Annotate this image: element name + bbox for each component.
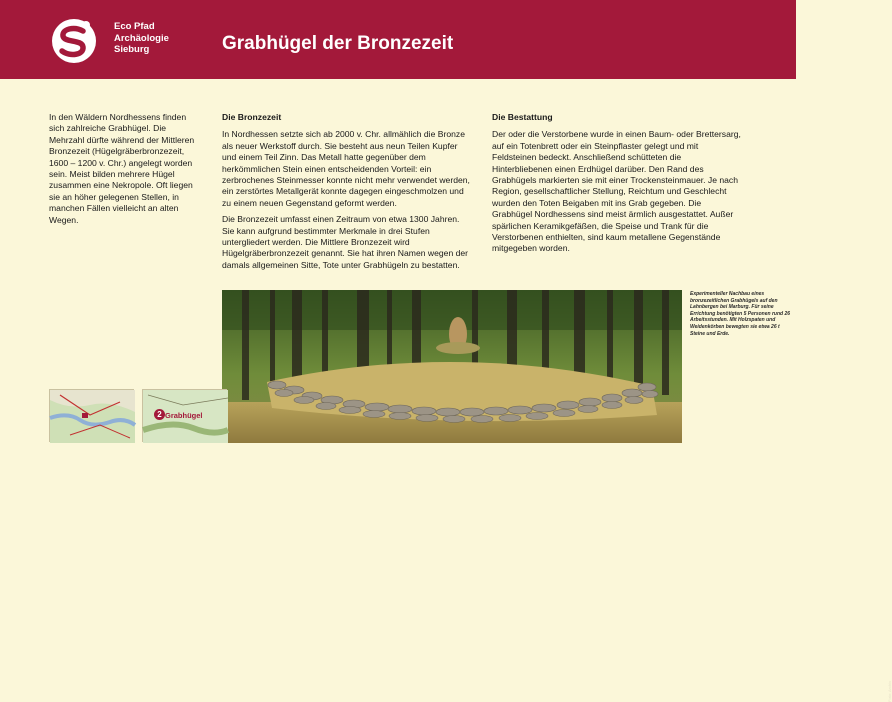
bronze-age-paragraph-1: In Nordhessen setzte sich ab 2000 v. Chr. allmählich die Bronze als neuer Werkstoff durch. Sie besteht aus neun Teilen Kupfer und einem Teil Zinn. Das Metall hatte gegenüber dem herkömmlichen Stein einen entscheidenden Vorteil: ein zerbrochenes Steinmesser konnte nicht mehr verwendet werden, ein zerstörtes Metallgerät konnte dagegen eingeschmolzen und zu einem neuen Gegenstand geformt werden. bbox=[222, 129, 470, 208]
photo-credit: Foto: Archiv bbox=[887, 680, 892, 702]
detail-map bbox=[142, 389, 227, 442]
burial-heading: Die Bestattung bbox=[492, 112, 553, 122]
intro-text: In den Wäldern Nordhessens finden sich zahlreiche Grabhügel. Die Mehrzahl dürfte während der Mittleren Bronzezeit (Hügelgräberbronzezeit, 1600 – 1200 v. Chr.) angelegt worden sein. Meist bilden mehrere Hügel zusammen eine Nekropole. Oft liegen sie an höher gelegenen Stellen, in manchen Fällen vielleicht an alten Wegen. bbox=[49, 112, 195, 225]
header-banner bbox=[0, 0, 796, 79]
page-title: Grabhügel der Bronzezeit bbox=[222, 33, 454, 54]
bronze-age-column bbox=[222, 112, 472, 276]
brand-line-2: Archäologie bbox=[114, 32, 169, 44]
waypoint-badge: 2 bbox=[154, 409, 165, 420]
bronze-age-paragraph-2: Die Bronzezeit umfasst einen Zeitraum von etwa 1300 Jahren. Sie kann aufgrund bestimmter Merkmale in drei Stufen untergliedert werden. Die Mittlere Bronzezeit wird Hügelgräberbronzezeit genannt. Sie hat ihren Namen wegen der damals allgemeinen Sitte, Tote unter Grabhügeln zu bestatten. bbox=[222, 214, 469, 270]
burial-column bbox=[492, 112, 742, 260]
photo-caption: Experimenteller Nachbau eines bronzezeitlichen Grabhügels auf den Lahnbergen bei Marburg. Für seine Errichtung benötigten 5 Personen rund 26 Arbeitsstunden. Mit Holzspaten und Weidenkörben bewegten sie etwa 26 t Steine und Erde. bbox=[690, 291, 791, 337]
burial-paragraph-1: Der oder die Verstorbene wurde in einen Baum- oder Brettersarg, auf ein Totenbrett oder ein Steinpflaster gelegt und mit Feldsteinen bedeckt. Anschließend schütteten die Hinterbliebenen einen Erdhügel darüber. Den Rand des Grabhügels markierten sie mit einer Trockensteinmauer. Je nach Region, gesellschaftlicher Stellung, Reichtum und Geschlecht wurden den Toten Beigaben mit ins Grab gegeben. Die Grabhügel Nordhessens sind meist ärmlich ausgestattet. Außer spärlichen Keramikgefäßen, die Speise und Trank für die Verstorbenen enthielten, sind kaum metallene Gegenstände mitgegeben worden. bbox=[492, 129, 741, 254]
bronze-age-heading: Die Bronzezeit bbox=[222, 112, 282, 122]
brand-line-1: Eco Pfad bbox=[114, 21, 155, 32]
brand-text bbox=[114, 21, 169, 56]
brand-line-3: Sieburg bbox=[114, 44, 150, 55]
forest-mound-image bbox=[222, 290, 682, 443]
eco-pfad-logo-icon bbox=[48, 17, 100, 65]
intro-column bbox=[49, 112, 197, 231]
waypoint-label: Grabhügel bbox=[165, 411, 203, 420]
overview-map bbox=[49, 389, 134, 442]
overview-map-icon bbox=[50, 390, 135, 443]
